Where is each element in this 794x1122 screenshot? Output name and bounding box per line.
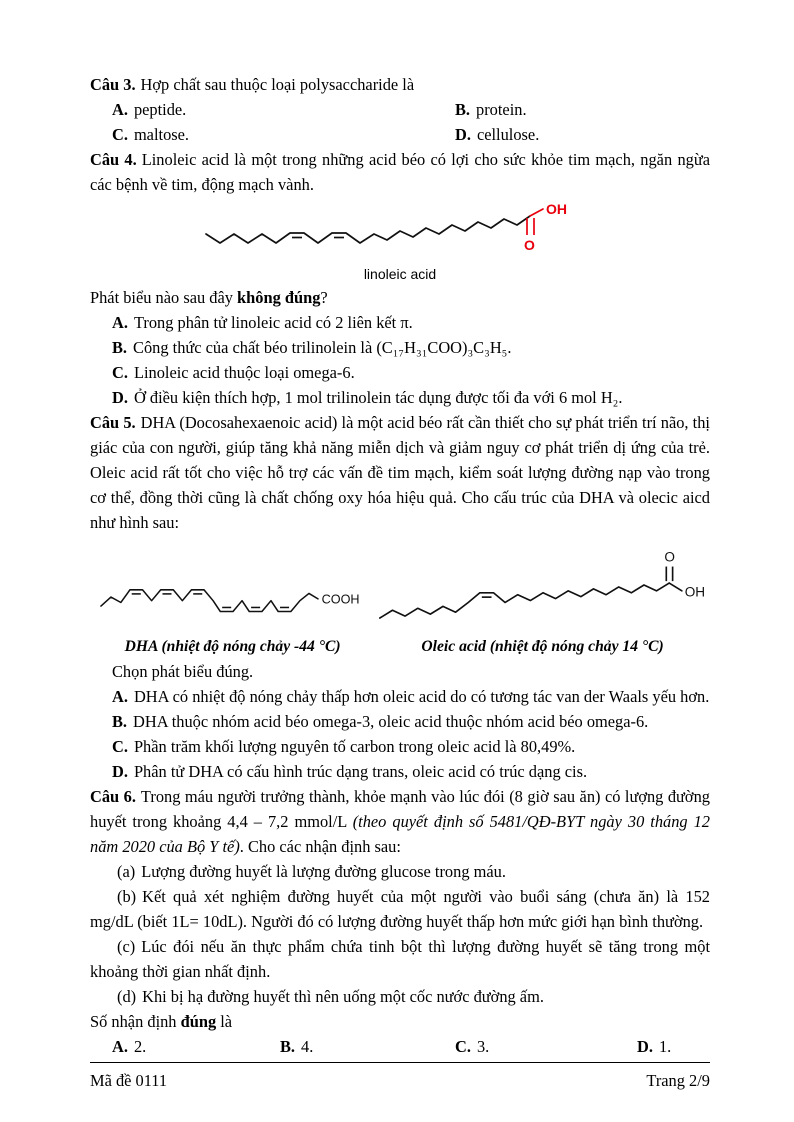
question-5-text: DHA (Docosahexaenoic acid) là một acid béo rất cần thiết cho sự phát triển trí não, thị giác của con người, giúp tăng khả năng miễn dịch và giảm nguy cơ phát triển dị ứng của trẻ. Oleic acid rất tốt cho việc hỗ trợ các vấn đề tim mạch, kiểm soát lượng đường nạp vào trong cơ thể, đồng thời cũng là chất chống oxy hóa hiệu quả. Cho cấu trúc của DHA và olecic aicd như hình sau: <box>90 413 710 532</box>
question-6-options <box>90 1034 710 1059</box>
final-prefix: Số nhận định <box>90 1012 181 1031</box>
carbon-chain <box>206 216 530 243</box>
question-6-stem <box>90 784 710 859</box>
option-label: B. <box>280 1037 296 1056</box>
exam-code: Mã đề 0111 <box>90 1071 168 1090</box>
option-text: Linoleic acid thuộc loại omega-6. <box>133 363 355 382</box>
question-3-stem <box>90 72 710 97</box>
option-c <box>455 1034 637 1059</box>
option-a <box>112 97 455 122</box>
option-label: B. <box>112 338 128 357</box>
statement-label: (d) <box>117 987 137 1006</box>
question-3-text: Hợp chất sau thuộc loại polysaccharide là <box>140 75 415 94</box>
option-a <box>90 310 710 335</box>
option-b <box>90 335 710 360</box>
option-a <box>112 1034 280 1059</box>
question-4-text: Linoleic acid là một trong những acid béo có lợi cho sức khỏe tim mạch, ngăn ngừa các bệnh về tim, động mạch vành. <box>90 150 710 194</box>
option-label: A. <box>112 100 128 119</box>
statement-label: (a) <box>117 862 136 881</box>
oleic-figure <box>375 544 710 657</box>
option-a <box>90 684 710 709</box>
c-oh-bond <box>669 583 682 591</box>
option-d <box>90 759 710 784</box>
option-c <box>112 122 455 147</box>
carbon-chain <box>380 583 669 618</box>
option-label: C. <box>112 737 128 756</box>
o-label: O <box>664 549 676 565</box>
option-b <box>90 709 710 734</box>
c-oh-bond <box>530 209 543 216</box>
question-5-prompt: Chọn phát biểu đúng. <box>112 662 254 681</box>
dha-caption: DHA (nhiệt độ nóng chảy -44 °C) <box>124 638 341 655</box>
oleic-acid-structure <box>375 544 710 626</box>
final-bold: đúng <box>180 1012 217 1031</box>
option-label: D. <box>637 1037 653 1056</box>
question-5-label: Câu 5. <box>90 413 136 432</box>
option-label: A. <box>112 1037 128 1056</box>
question-3-options <box>90 97 710 147</box>
option-d <box>455 122 710 147</box>
statement-b <box>90 884 710 934</box>
option-text: maltose. <box>133 125 190 144</box>
page-footer <box>90 1062 710 1093</box>
question-6 <box>90 784 710 1059</box>
question-4-stem <box>90 147 710 197</box>
option-text: DHA thuộc nhóm acid béo omega-3, oleic acid thuộc nhóm acid béo omega-6. <box>133 712 649 731</box>
question-6-final <box>90 1009 710 1034</box>
statement-label: (c) <box>117 937 136 956</box>
option-text: Trong phân tử linoleic acid có 2 liên kết π. <box>133 313 413 332</box>
linoleic-acid-structure <box>200 202 600 258</box>
dha-structure <box>97 541 369 626</box>
statement-text: Lúc đói nếu ăn thực phẩm chứa tinh bột thì lượng đường huyết sẽ tăng trong một khoảng thời gian nhất định. <box>90 937 710 981</box>
final-suffix: là <box>216 1012 233 1031</box>
prompt-suffix: ? <box>320 288 328 307</box>
option-text: cellulose. <box>476 125 540 144</box>
statement-label: (b) <box>117 887 137 906</box>
dha-figure <box>90 541 375 657</box>
option-d <box>637 1034 710 1059</box>
statement-text: Kết quả xét nghiệm đường huyết của một người vào buổi sáng (chưa ăn) là 152 mg/dL (biết 1L= 10dL). Người đó có lượng đường huyết thấp hơn mức giới hạn bình thường. <box>90 887 710 931</box>
carbon-chain <box>101 590 318 612</box>
prompt-prefix: Phát biểu nào sau đây <box>90 288 238 307</box>
option-label: A. <box>112 687 128 706</box>
question-5 <box>90 410 710 784</box>
option-text: Công thức của chất béo trilinolein là (C₁₇H₃₁COO)₃C₃H₅. <box>133 338 512 357</box>
intro-prefix: Trong máu người trưởng thành, khỏe mạnh vào lúc đói (8 giờ sau ăn) có lượng đường huyết trong khoảng 4,4 – 7,2 mmol/L <box>90 787 710 831</box>
prompt-bold: không đúng <box>237 288 321 307</box>
option-text: 1. <box>658 1037 672 1056</box>
option-text: Ở điều kiện thích hợp, 1 mol trilinolein tác dụng được tối đa với 6 mol H₂. <box>133 388 623 407</box>
o-label: O <box>524 237 535 253</box>
option-label: C. <box>112 125 128 144</box>
question-4-prompt <box>90 285 710 310</box>
statement-c <box>90 934 710 984</box>
option-label: D. <box>455 125 471 144</box>
oh-label: OH <box>684 584 706 600</box>
option-label: D. <box>112 762 128 781</box>
question-4-label: Câu 4. <box>90 150 137 169</box>
option-label: B. <box>112 712 128 731</box>
option-text: 2. <box>133 1037 147 1056</box>
page-number: Trang 2/9 <box>646 1071 710 1090</box>
intro-suffix: . Cho các nhận định sau: <box>239 837 401 856</box>
question-5-stem <box>90 410 710 535</box>
question-4 <box>90 147 710 410</box>
option-label: C. <box>112 363 128 382</box>
option-text: DHA có nhiệt độ nóng chảy thấp hơn oleic acid do có tương tác van der Waals yếu hơn. <box>133 687 710 706</box>
oh-label: OH <box>546 202 567 217</box>
option-label: C. <box>455 1037 471 1056</box>
intro-citation: (theo quyết định số 5481/QĐ-BYT ngày 30 tháng 12 năm 2020 của Bộ Y tế) <box>90 812 711 856</box>
question-6-label: Câu 6. <box>90 787 136 806</box>
option-label: D. <box>112 388 128 407</box>
statement-a <box>90 859 710 884</box>
option-label: A. <box>112 313 128 332</box>
option-label: B. <box>455 100 471 119</box>
question-5-figures <box>90 541 710 657</box>
cooh-label: COOH <box>321 592 360 607</box>
linoleic-caption: linoleic acid <box>363 266 437 282</box>
option-c <box>90 360 710 385</box>
linoleic-acid-figure <box>90 202 710 283</box>
option-d <box>90 385 710 410</box>
statement-text: Khi bị hạ đường huyết thì nên uống một cốc nước đường ấm. <box>142 987 544 1006</box>
option-b <box>280 1034 455 1059</box>
option-text: Phần trăm khối lượng nguyên tố carbon trong oleic acid là 80,49%. <box>133 737 576 756</box>
option-b <box>455 97 710 122</box>
option-c <box>90 734 710 759</box>
option-text: 4. <box>301 1037 314 1056</box>
statement-text: Lượng đường huyết là lượng đường glucose trong máu. <box>141 862 506 881</box>
option-text: protein. <box>476 100 527 119</box>
statement-d <box>90 984 710 1009</box>
oleic-caption: Oleic acid (nhiệt độ nóng chảy 14 °C) <box>421 638 664 655</box>
question-3-label: Câu 3. <box>90 75 136 94</box>
question-3 <box>90 72 710 147</box>
option-text: Phân tử DHA có cấu hình trúc dạng trans, oleic acid có trúc dạng cis. <box>133 762 588 781</box>
option-text: peptide. <box>133 100 187 119</box>
option-text: 3. <box>476 1037 490 1056</box>
